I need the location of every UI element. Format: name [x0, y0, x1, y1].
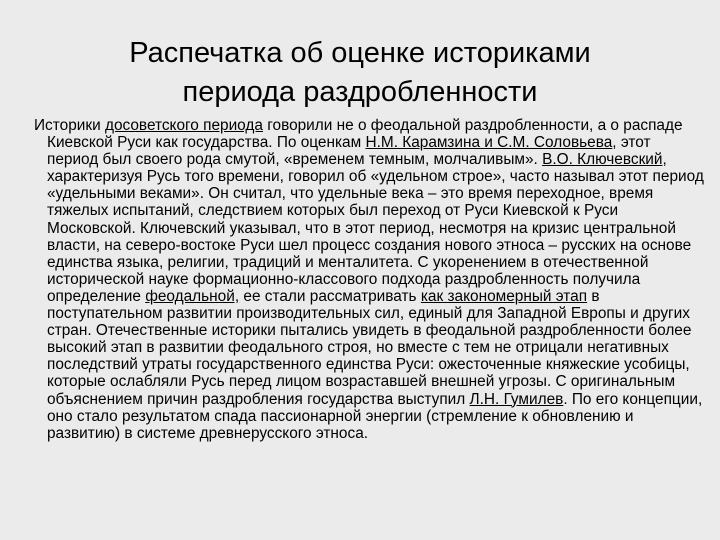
body-text-segment: , характеризуя Русь того времени, говорил об «удельном строе», часто называл этот период «удельными веками». Он считал, что удельные века – это время переходное, время тяжелых испытаний, следствием которых был переход от Руси Киевской к Руси Московской. Ключевский указывал, что в этот период, несмотря на кризис центральной власти, на северо-востоке Руси шел процесс создания нового этноса – русских на основе единства языка, религии, традиций и менталитета. С укоренением в отечественной исторической науке формационно-классового подхода раздробленность получила определение [47, 151, 704, 305]
underlined-term-feudal: феодальной, [145, 287, 240, 305]
title-line-1: Распечатка об оценке историками [129, 37, 591, 69]
body-text-segment: ее стали рассматривать [239, 287, 421, 305]
body-text-segment: . По его концепции, оно стало результатом спада пассионарной энергии (стремление к обновлению и развитию) в системе древнерусского этноса. [47, 390, 703, 442]
body-text-segment: , этот период был своего рода смутой, «временем темным, молчаливым». [47, 134, 651, 169]
slide-title [60, 34, 660, 112]
underlined-term-gumilev: Л.Н. Гумилев [469, 390, 564, 408]
body-text-segment: в поступательном развитии производительных сил, единый для Западной Европы и других стран. Отечественные историки пытались увидеть в феодальной раздробленности более высокий этап в развитии феодального строя, но вместе с тем не отрицали негативных последствий утраты государственного единства Руси: ожесточенные княжеские усобицы, которые ослабляли Русь перед лицом возраставшей внешней угрозы. С оригинальным объяснением причин раздробления государства выступил [47, 287, 692, 408]
body-text-segment: говорили не о феодальной раздробленности, а о распаде Киевской Руси как государства. По оценкам [47, 117, 683, 152]
body-text-segment: Историки [34, 117, 105, 134]
title-line-2: периода раздробленности [182, 76, 538, 108]
slide-body-text [34, 117, 706, 442]
underlined-term-karamzin-solovyov: Н.М. Карамзина и С.М. Соловьева [365, 134, 613, 152]
underlined-term-klyuchevsky: В.О. Ключевский [542, 151, 663, 169]
underlined-term-pre-soviet-period: досоветского периода [104, 117, 263, 134]
underlined-term-natural-stage: как закономерный этап [420, 287, 588, 305]
